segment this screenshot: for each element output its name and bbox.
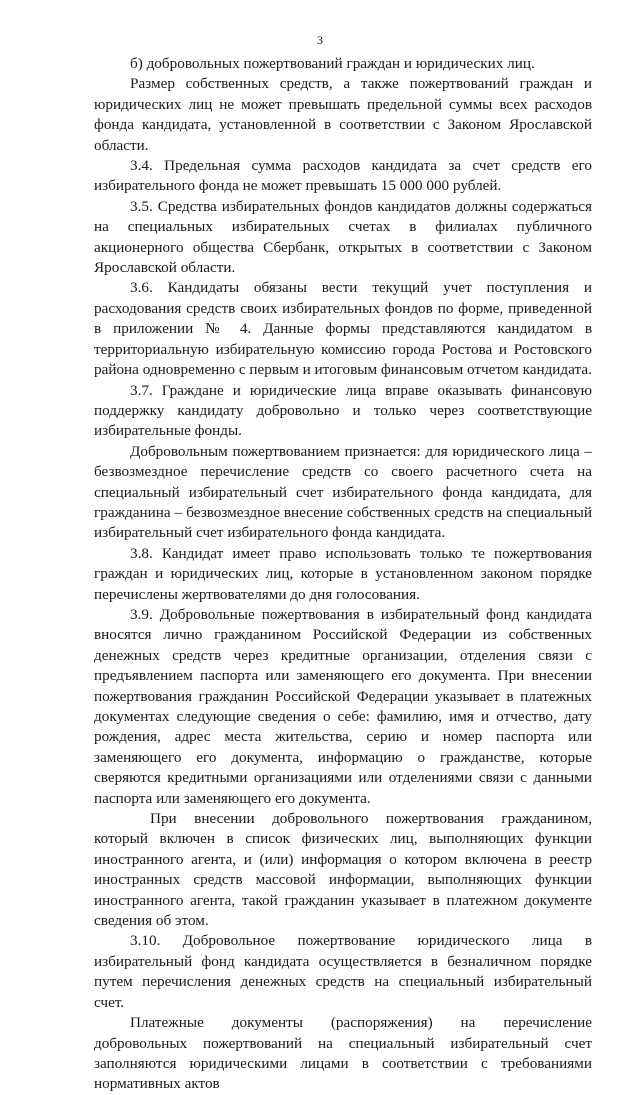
page-number: 3 [317,33,323,47]
paragraph-donations-b: б) добровольных пожертвований граждан и юридических лиц. [130,55,535,72]
paragraph-3-9: 3.9. Добровольные пожертвования в избирательный фонд кандидата вносятся лично гражданином Российской Федерации из собственных денежных средств через кредитные организации, отделения связи с предъявлением паспорта или заменяющего его документа. При внесении пожертвования гражданин Российской Федерации указывает в платежных документах следующие сведения о себе: фамилию, имя и отчество, дату рождения, адрес места жительства, серию и номер паспорта или заменяющего его документа, информацию о гражданстве, которые сверяются кредитными организациями или отделениями связи с данными паспорта или заменяющего его документа. [94,605,592,807]
paragraph-3-6: 3.6. Кандидаты обязаны вести текущий учет поступления и расходования средств своих избирательных фондов по форме, приведенной в приложении № 4. Данные формы представляются кандидатом в территориальную избирательную комиссию города Ростова и Ростовского района одновременно с первым и итоговым финансовым отчетом кандидата. [94,279,592,379]
document-body [94,54,592,1095]
paragraph-donation-definition: Добровольным пожертвованием признается: для юридического лица – безвозмездное перечисление средств со своего расчетного счета на специальный избирательный счет избирательного фонда кандидата, для гражданина – безвозмездное внесение собственных средств на специальный избирательный счет избирательного фонда кандидата. [94,442,592,542]
paragraph-3-5: 3.5. Средства избирательных фондов кандидатов должны содержаться на специальных избирательных счетах в филиалах публичного акционерного общества Сбербанк, открытых в соответствии с Законом Ярославской области. [94,197,592,277]
paragraph-3-10: 3.10. Добровольное пожертвование юридического лица в избирательный фонд кандидата осуществляется в безналичном порядке путем перечисления денежных средств на специальный избирательный счет. [94,932,592,1011]
paragraph-3-4: 3.4. Предельная сумма расходов кандидата за счет средств его избирательного фонда не может превышать 15 000 000 рублей. [94,157,592,195]
paragraph-3-7: 3.7. Граждане и юридические лица вправе оказывать финансовую поддержку кандидату добровольно и только через соответствующие избирательные фонды. [94,381,592,440]
paragraph-payment-documents: Платежные документы (распоряжения) на перечисление добровольных пожертвований на специальный избирательный счет заполняются юридическими лицами в соответствии с требованиями нормативных актов [94,1014,592,1093]
paragraph-foreign-agent: При внесении добровольного пожертвования гражданином, который включен в список физических лиц, выполняющих функции иностранного агента, и (или) информация о котором включена в реестр иностранных средств массовой информации, выполняющих функции иностранного агента, такой гражданин указывает в платежном документе сведения об этом. [94,810,592,930]
paragraph-3-8: 3.8. Кандидат имеет право использовать только те пожертвования граждан и юридических лиц, которые в установленном законом порядке перечислены жертвователями до дня голосования. [94,544,592,603]
paragraph-funds-limit: Размер собственных средств, а также пожертвований граждан и юридических лиц не может превышать предельной суммы всех расходов фонда кандидата, установленной в соответствии с Законом Ярославской области. [94,75,592,154]
